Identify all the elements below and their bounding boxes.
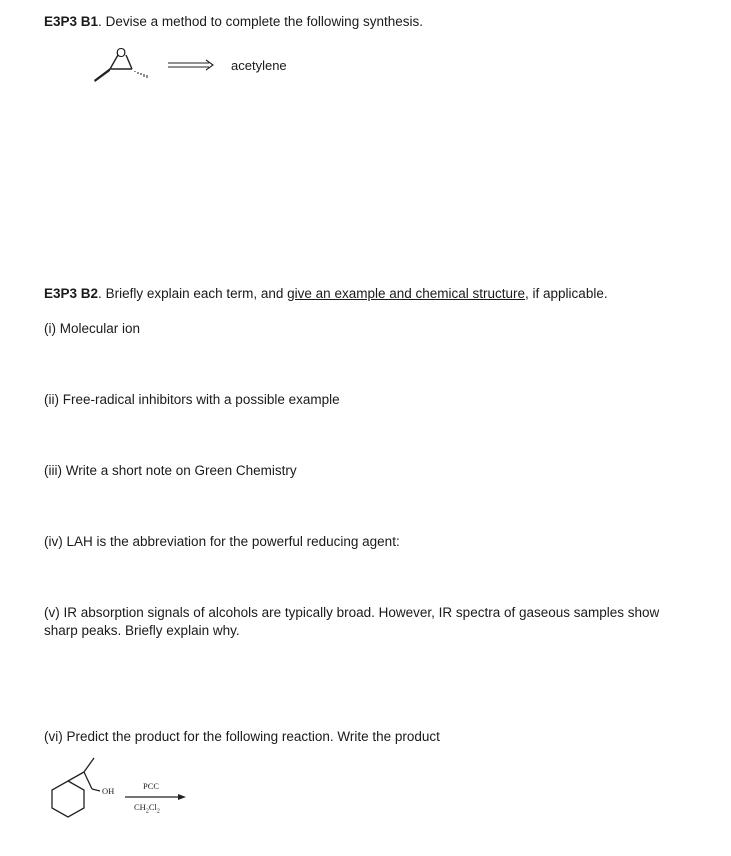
synthesis-arrow <box>166 58 216 72</box>
oh-label: OH <box>102 786 115 796</box>
product-acetylene: acetylene <box>231 58 287 73</box>
b2-label: E3P3 B2 <box>44 286 99 301</box>
item-ir-absorption: (v) IR absorption signals of alcohols are typically broad. However, IR spectra of gaseous samples show sharp peaks. Briefly explain why. <box>44 605 660 638</box>
b1-text: Devise a method to complete the following synthesis. <box>101 14 423 29</box>
b2-text-underlined: give an example and chemical structure <box>287 286 526 301</box>
b2-text-before: Briefly explain each term, and <box>101 286 288 301</box>
reagent-cl: Cl <box>148 802 157 812</box>
reagent-sub2: 2 <box>156 808 160 815</box>
item-molecular-ion: (i) Molecular ion <box>44 321 141 336</box>
b1-sep: . <box>98 14 102 29</box>
b2-text-after: , if applicable. <box>525 286 608 301</box>
item-free-radical-inhibitors: (ii) Free-radical inhibitors with a possible example <box>44 392 340 407</box>
reagent-pcc: PCC <box>143 781 160 791</box>
item-predict-product: (vi) Predict the product for the following reaction. Write the product <box>44 729 440 744</box>
b2-sep: . <box>98 286 102 301</box>
reagent-sub1: 2 <box>145 808 149 815</box>
item-green-chemistry: (iii) Write a short note on Green Chemistry <box>44 463 297 478</box>
b2-question <box>44 285 608 303</box>
b1-label: E3P3 B1 <box>44 14 99 29</box>
reactant-structure <box>40 755 130 825</box>
reagent-ch2cl2 <box>134 802 160 815</box>
item-lah: (iv) LAH is the abbreviation for the powerful reducing agent: <box>44 534 400 549</box>
b1-question <box>44 13 423 31</box>
reagent-ch: CH <box>134 802 146 812</box>
reaction-arrow <box>124 792 188 802</box>
epoxide-oxygen-label: O <box>116 45 127 60</box>
